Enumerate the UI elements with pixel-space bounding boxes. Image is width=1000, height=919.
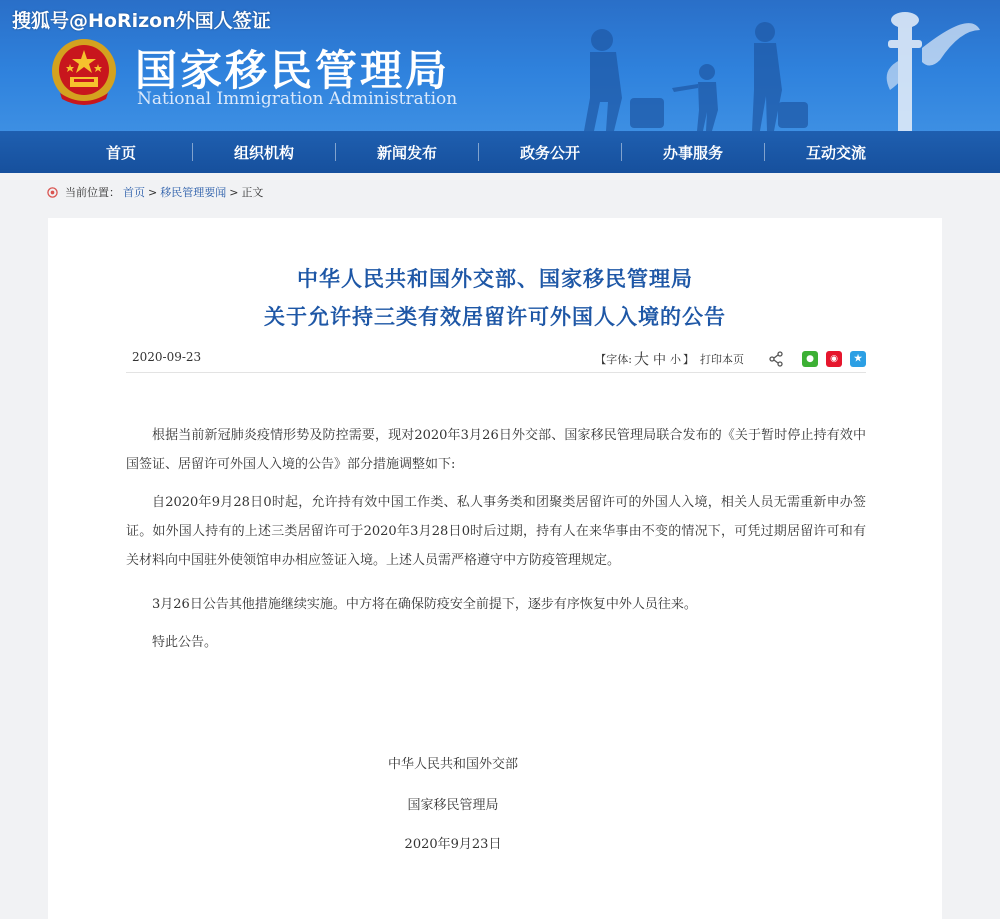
article-meta-bar xyxy=(126,348,866,373)
qzone-share-icon[interactable]: ★ xyxy=(850,351,866,367)
watermark: 搜狐号@HoRizon外国人签证 xyxy=(12,10,271,32)
nav-organization[interactable]: 组织机构 xyxy=(233,143,294,162)
font-size-small-button[interactable]: 小 xyxy=(670,352,681,366)
article-paragraph: 3月26日公告其他措施继续实施。中方将在确保防疫安全前提下，逐步有序恢复中外人员往来。 xyxy=(152,597,697,612)
travelers-illustration xyxy=(560,10,880,131)
breadcrumb xyxy=(47,184,263,200)
breadcrumb-label: 当前位置： xyxy=(65,186,120,199)
article-title-line-1: 中华人民共和国外交部、国家移民管理局 xyxy=(297,267,693,291)
nav-services[interactable]: 办事服务 xyxy=(662,143,723,162)
breadcrumb-separator: > xyxy=(148,185,158,199)
nav-home[interactable]: 首页 xyxy=(105,143,136,162)
share-icon[interactable] xyxy=(768,351,784,367)
article-paragraph: 自2020年9月28日0时起，允许持有效中国工作类、私人事务类和团聚类居留许可的外国人入境，相关人员无需重新申办签证。如外国人持有的上述三类居留许可于2020年3月28日0时后过期，持有人在来华事由不变的情况下，可凭过期居留许可和有关材料向中国驻外使领馆申办相应签证入境。上述人员需严格遵守中方防疫管理规定。 xyxy=(126,495,866,568)
article-paragraph: 根据当前新冠肺炎疫情形势及防控需要，现对2020年3月26日外交部、国家移民管理局联合发布的《关于暂时停止持有效中国签证、居留许可外国人入境的公告》部分措施调整如下: xyxy=(126,428,866,472)
signature-ministry: 中华人民共和国外交部 xyxy=(387,757,518,772)
site-subtitle: National Immigration Administration xyxy=(137,89,458,109)
main-nav xyxy=(0,131,1000,173)
article-card xyxy=(48,218,942,919)
nav-news-release[interactable]: 新闻发布 xyxy=(376,143,437,162)
font-size-medium-button[interactable]: 中 xyxy=(652,353,666,368)
article-tools xyxy=(595,348,866,369)
location-pin-icon xyxy=(47,187,58,198)
site-banner xyxy=(0,0,1000,131)
print-page-button[interactable]: 打印本页 xyxy=(700,352,744,366)
nav-interaction[interactable]: 互动交流 xyxy=(805,143,866,162)
breadcrumb-current: 正文 xyxy=(241,186,264,199)
huabiao-pillar-illustration xyxy=(860,0,1000,131)
nav-government-affairs[interactable]: 政务公开 xyxy=(519,143,580,162)
article-paragraph: 特此公告。 xyxy=(152,635,218,650)
signature-administration: 国家移民管理局 xyxy=(407,798,499,813)
weibo-share-icon[interactable]: ◉ xyxy=(826,351,842,367)
font-size-close-bracket: 】 xyxy=(683,352,694,366)
site-title: 国家移民管理局 xyxy=(135,46,451,95)
breadcrumb-section-link[interactable]: 移民管理要闻 xyxy=(160,186,227,199)
font-size-large-button[interactable]: 大 xyxy=(633,350,649,368)
wechat-share-icon[interactable]: ● xyxy=(802,351,818,367)
breadcrumb-home-link[interactable]: 首页 xyxy=(123,186,145,199)
font-size-label: 【字体: xyxy=(595,352,632,366)
breadcrumb-separator: > xyxy=(229,185,239,199)
article-date: 2020-09-23 xyxy=(132,350,202,364)
article-title-line-2: 关于允许持三类有效居留许可外国人入境的公告 xyxy=(264,305,726,329)
national-emblem-icon xyxy=(50,37,118,107)
signature-date: 2020年9月23日 xyxy=(404,837,502,852)
